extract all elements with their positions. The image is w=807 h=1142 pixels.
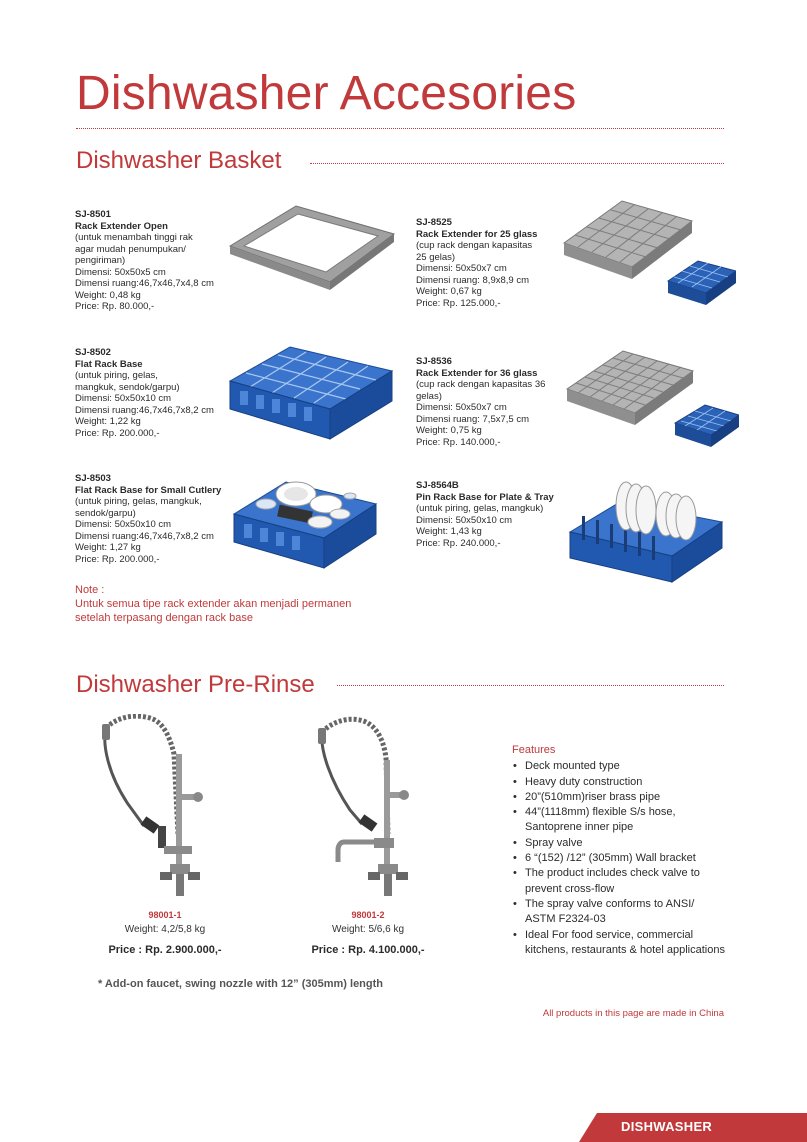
- faucet-code: 98001-2: [351, 910, 385, 920]
- product-code: SJ-8502: [75, 347, 111, 358]
- feature-item: • 6 “(152) /12” (305mm) Wall bracket: [512, 851, 727, 866]
- faucet-98001-2-info: [293, 910, 443, 956]
- rack-extender-open-image: [226, 200, 398, 292]
- product-name: Flat Rack Base: [75, 358, 143, 370]
- product-line: (cup rack dengan kapasitas 36: [416, 379, 546, 390]
- product-line: Price: Rp. 200.000,-: [75, 427, 160, 439]
- product-name: Flat Rack Base for Small Cutlery: [75, 484, 222, 496]
- title-divider: [76, 128, 724, 129]
- feature-item: • The product includes check valve to prevent cross-flow: [512, 866, 727, 897]
- product-line: (cup rack dengan kapasitas: [416, 240, 533, 251]
- product-line: Dimensi ruang:46,7x46,7x8,2 cm: [75, 404, 214, 416]
- product-line: Weight: 1,43 kg: [416, 526, 482, 537]
- product-line: Weight: 0,67 kg: [416, 286, 482, 297]
- rack-extender-36-image: [563, 345, 739, 455]
- features-list: [512, 743, 727, 958]
- faucet-price: Price : Rp. 2.900.000,-: [108, 944, 222, 956]
- faucet-98001-2-image: [314, 716, 418, 900]
- product-line: (untuk menambah tinggi rak: [75, 232, 193, 243]
- basket-note: [75, 583, 351, 625]
- product-line: sendok/garpu): [75, 507, 136, 519]
- note-label: Note :: [75, 584, 105, 596]
- product-code: SJ-8503: [75, 473, 111, 484]
- product-line: pengiriman): [75, 255, 126, 266]
- section-title-basket: Dishwasher Basket: [76, 147, 282, 174]
- note-line: setelah terpasang dengan rack base: [75, 612, 253, 624]
- product-line: Dimensi: 50x50x5 cm: [75, 266, 166, 278]
- page-title: Dishwasher Accesories: [76, 67, 577, 120]
- product-name: Rack Extender Open: [75, 220, 168, 232]
- product-line: Weight: 1,27 kg: [75, 542, 141, 553]
- product-line: Price: Rp. 200.000,-: [75, 553, 160, 565]
- product-line: Weight: 0,48 kg: [75, 289, 141, 301]
- product-line: gelas): [416, 390, 442, 402]
- faucet-98001-1-info: [90, 910, 240, 956]
- product-line: Price: Rp. 140.000,-: [416, 436, 501, 448]
- faucet-weight: Weight: 5/6,6 kg: [331, 924, 405, 935]
- note-line: Untuk semua tipe rack extender akan menjadi permanen: [75, 598, 352, 610]
- product-line: (untuk piring, gelas, mangkuk): [416, 503, 544, 514]
- product-code: SJ-8536: [416, 356, 452, 367]
- product-sj-8564b: [416, 480, 576, 549]
- flat-rack-base-image: [226, 343, 394, 441]
- rack-extender-25-image: [560, 193, 736, 313]
- product-line: mangkuk, sendok/garpu): [75, 381, 180, 393]
- faucet-price: Price : Rp. 4.100.000,-: [311, 944, 425, 956]
- product-line: Dimensi: 50x50x10 cm: [416, 514, 513, 526]
- product-sj-8503: [75, 473, 235, 565]
- product-line: Dimensi ruang:46,7x46,7x4,8 cm: [75, 278, 214, 289]
- faucet-98001-1-image: [98, 714, 210, 900]
- product-line: Price: Rp. 240.000,-: [416, 537, 501, 549]
- product-name: Rack Extender for 36 glass: [416, 367, 538, 379]
- product-line: (untuk piring, gelas,: [75, 370, 158, 381]
- product-sj-8536: [416, 356, 566, 448]
- flat-rack-cutlery-image: [230, 474, 380, 572]
- section-title-prerinse: Dishwasher Pre-Rinse: [76, 671, 315, 698]
- faucet-code: 98001-1: [148, 910, 182, 920]
- feature-item: • 44”(1118mm) flexible S/s hose, Santoprene inner pipe: [512, 805, 727, 836]
- product-line: (untuk piring, gelas, mangkuk,: [75, 496, 202, 507]
- product-sj-8501: [75, 209, 235, 313]
- product-line: Dimensi: 50x50x7 cm: [416, 402, 507, 413]
- footer-label: DISHWASHER: [621, 1119, 713, 1134]
- features-title: Features: [512, 744, 556, 756]
- product-code: SJ-8564B: [416, 480, 459, 491]
- feature-item: • 20”(510mm)riser brass pipe: [512, 790, 727, 805]
- pin-rack-base-image: [566, 478, 726, 586]
- feature-item: • Heavy duty construction: [512, 775, 727, 790]
- product-line: Dimensi ruang: 8,9x8,9 cm: [416, 274, 529, 286]
- feature-item: • Deck mounted type: [512, 759, 727, 774]
- product-line: Dimensi: 50x50x10 cm: [75, 393, 172, 404]
- feature-item: • Ideal For food service, commercial kitchens, restaurants & hotel applications: [512, 928, 727, 959]
- faucet-weight: Weight: 4,2/5,8 kg: [124, 924, 206, 935]
- product-line: Price: Rp. 125.000,-: [416, 297, 501, 309]
- basket-divider: [310, 163, 724, 164]
- product-line: Price: Rp. 80.000,-: [75, 301, 155, 312]
- product-code: SJ-8501: [75, 209, 111, 220]
- product-name: Pin Rack Base for Plate & Tray: [416, 491, 554, 503]
- product-line: 25 gelas): [416, 251, 456, 263]
- product-line: Dimensi: 50x50x7 cm: [416, 263, 507, 274]
- feature-item: • Spray valve: [512, 836, 727, 851]
- product-line: Weight: 0,75 kg: [416, 425, 482, 436]
- product-line: agar mudah penumpukan/: [75, 243, 186, 255]
- product-line: Dimensi ruang:46,7x46,7x8,2 cm: [75, 530, 214, 542]
- product-name: Rack Extender for 25 glass: [416, 228, 538, 240]
- product-line: Dimensi: 50x50x10 cm: [75, 519, 172, 530]
- product-sj-8525: [416, 217, 566, 309]
- addon-note: * Add-on faucet, swing nozzle with 12” (305mm) length: [98, 978, 384, 990]
- product-line: Dimensi ruang: 7,5x7,5 cm: [416, 413, 529, 425]
- made-in-note: All products in this page are made in China: [542, 1008, 724, 1019]
- product-sj-8502: [75, 347, 235, 439]
- feature-item: • The spray valve conforms to ANSI/ ASTM F2324-03: [512, 897, 727, 928]
- product-line: Weight: 1,22 kg: [75, 416, 141, 427]
- prerinse-divider: [337, 685, 724, 686]
- product-code: SJ-8525: [416, 217, 452, 228]
